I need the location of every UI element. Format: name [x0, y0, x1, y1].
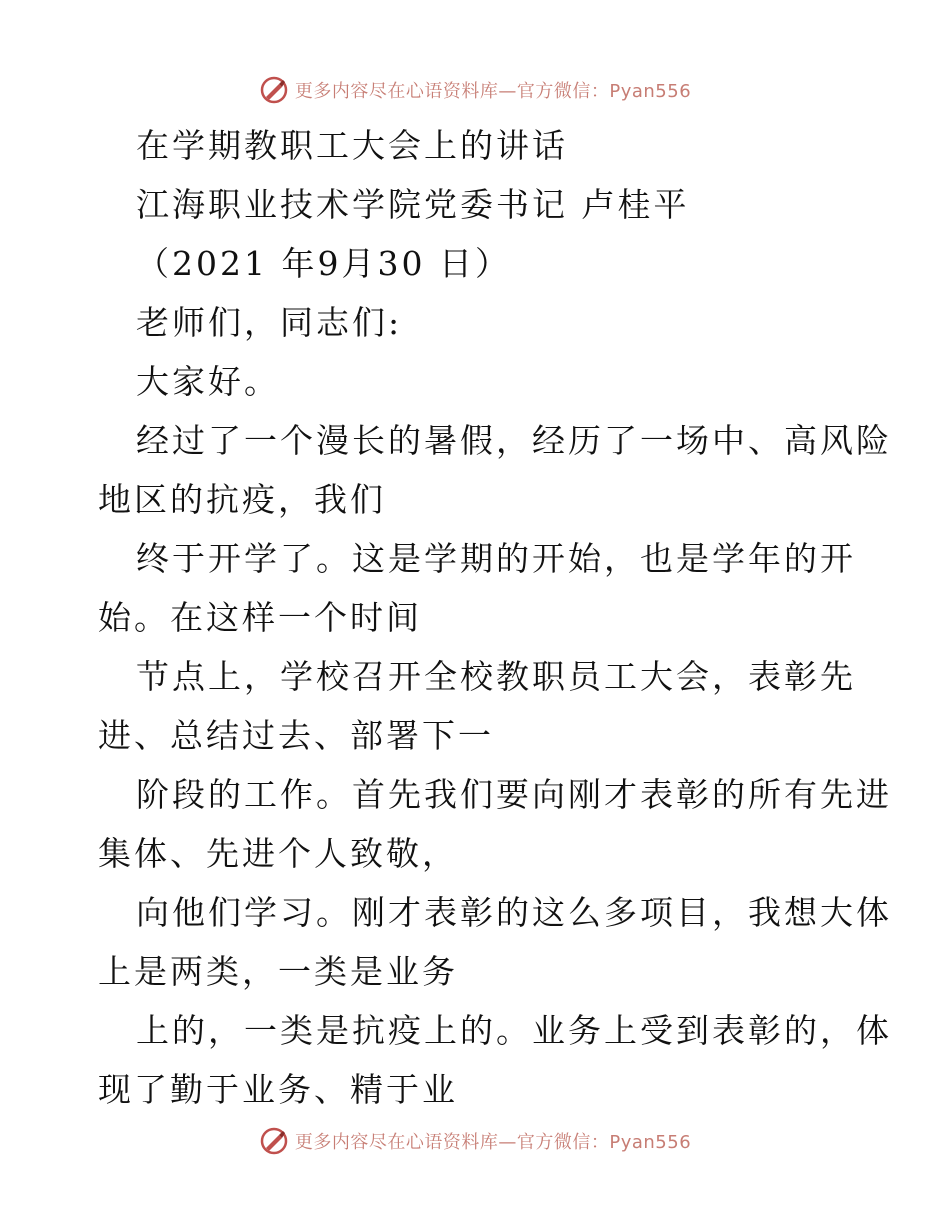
- paragraph-line: 阶段的工作。首先我们要向刚才表彰的所有先进: [136, 775, 892, 814]
- paragraph-line: 终于开学了。这是学期的开始，也是学年的开: [136, 539, 856, 578]
- pen-logo-icon: [259, 1126, 289, 1156]
- paragraph-line: 进、总结过去、部署下一: [98, 716, 494, 755]
- paragraph-line: 经过了一个漫长的暑假，经历了一场中、高风险: [136, 421, 892, 460]
- watermark-text: 更多内容尽在心语资料库—官方微信：Pyan556: [294, 81, 692, 102]
- greeting: 大家好。: [136, 362, 280, 401]
- paragraph-line: 向他们学习。刚才表彰的这么多项目，我想大体: [136, 893, 892, 932]
- paragraph-line: 地区的抗疫，我们: [98, 480, 386, 519]
- watermark-text: 更多内容尽在心语资料库—官方微信：Pyan556: [294, 1132, 692, 1153]
- paragraph-line: 集体、先进个人致敬，: [98, 834, 458, 873]
- paragraph-line: 上的，一类是抗疫上的。业务上受到表彰的，体: [136, 1011, 892, 1050]
- paragraph-line: 现了勤于业务、精于业: [98, 1070, 458, 1109]
- document-title: 在学期教职工大会上的讲话: [136, 126, 568, 165]
- document-body: [98, 116, 892, 1119]
- pen-logo-icon: [259, 75, 289, 105]
- watermark-header: [0, 70, 950, 110]
- document-author: 江海职业技术学院党委书记 卢桂平: [136, 185, 690, 224]
- paragraph-line: 上是两类，一类是业务: [98, 952, 458, 991]
- watermark-footer: [0, 1121, 950, 1161]
- salutation: 老师们，同志们:: [136, 303, 403, 342]
- document-date: （2021 年9月30 日）: [136, 244, 511, 283]
- paragraph-line: 始。在这样一个时间: [98, 598, 422, 637]
- paragraph-line: 节点上，学校召开全校教职员工大会，表彰先: [136, 657, 856, 696]
